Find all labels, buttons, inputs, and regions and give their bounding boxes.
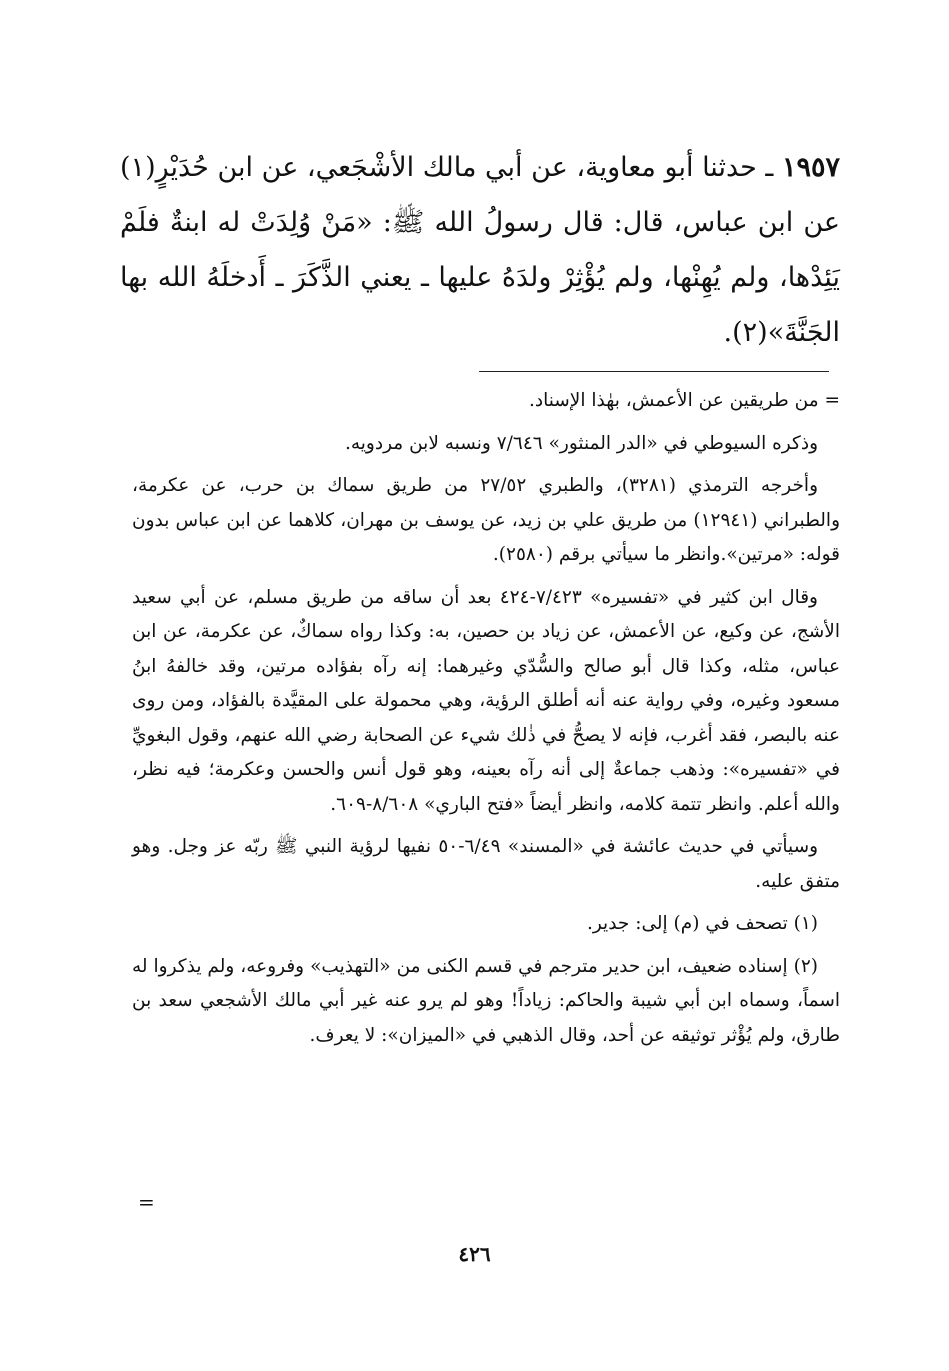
footnotes	[132, 384, 840, 1061]
hadith-1957	[120, 140, 840, 360]
hadith-text: ـ حدثنا أبو معاوية، عن أبي مالك الأشْجَعي، عن ابن حُدَيْرٍ(١) عن ابن عباس، قال: قال رسولُ الله ﷺ: «مَنْ وُلِدَتْ له ابنةٌ فلَمْ يَئِدْها، ولم يُهِنْها، ولم يُؤْثِرْ ولدَهُ عليها ـ يعني الذَّكَرَ ـ أَدخلَهُ الله بها الجَنَّةَ»(٢).	[120, 152, 840, 348]
footnote-paragraph: وذكره السيوطي في «الدر المنثور» ٧/٦٤٦ ونسبه لابن مردويه.	[344, 432, 818, 454]
page-number: ٤٢٦	[458, 1242, 491, 1266]
footnote-1: (١) تصحف في (م) إلى: جدير.	[586, 913, 818, 934]
footnote-divider	[479, 371, 829, 372]
footnote-paragraph: وقال ابن كثير في «تفسيره» ٧/٤٢٣-٤٢٤ بعد أن ساقه من طريق مسلم، عن أبي سعيد الأشج، عن وكيع، عن الأعمش، عن زياد بن حصين، به: وكذا رواه سماكٌ، عن عكرمة، عن ابن عباس، مثله، وكذا قال أبو صالح والسُّدّي وغيرهما: إنه رآه بفؤاده مرتين، وقد خالفهُ ابنُ مسعود وغيره، وفي رواية عنه أنه أطلق الرؤية، وهي محمولة على المقيَّدة بالفؤاد، ومن روى عنه بالبصر، فقد أغرب، فإنه لا يصحُّ في ذٰلك شيء عن الصحابة رضي الله عنهم، وقول البغويِّ في «تفسيره»: وذهب جماعةٌ إلى أنه رآه بعينه، وهو قول أنس والحسن وعكرمة؛ فيه نظر، والله أعلم. وانظر تتمة كلامه، وانظر أيضاً «فتح الباري» ٨/٦٠٨-٦٠٩.	[132, 586, 840, 815]
hadith-number: ١٩٥٧	[781, 152, 840, 183]
continuation-mark: =	[138, 1190, 155, 1214]
footnote-2: (٢) إسناده ضعيف، ابن حدير مترجم في قسم الكنى من «التهذيب» وفروعه، ولم يذكروا له اسماً، وسماه ابن أبي شيبة والحاكم: زياداً! وهو لم يرو عنه غير أبي مالك الأشجعي سعد بن طارق، ولم يُؤْثر توثيقه عن أحد، وقال الذهبي في «الميزان»: لا يعرف.	[132, 955, 840, 1046]
footnote-continuation: = من طريقين عن الأعمش، بهٰذا الإسناد.	[528, 390, 840, 411]
footnote-paragraph: وأخرجه الترمذي (٣٢٨١)، والطبري ٢٧/٥٢ من طريق سماك بن حرب، عن عكرمة، والطبراني (١٢٩٤١) من طريق علي بن زيد، عن يوسف بن مهران، كلاهما عن ابن عباس بدون قوله: «مرتين».وانظر ما سيأتي برقم (٢٥٨٠).	[132, 475, 840, 565]
footnote-paragraph: وسيأتي في حديث عائشة في «المسند» ٦/٤٩-٥٠ نفيها لرؤية النبي ﷺ ربّه عز وجل. وهو متفق عليه.	[132, 836, 840, 892]
main-text	[120, 140, 840, 360]
